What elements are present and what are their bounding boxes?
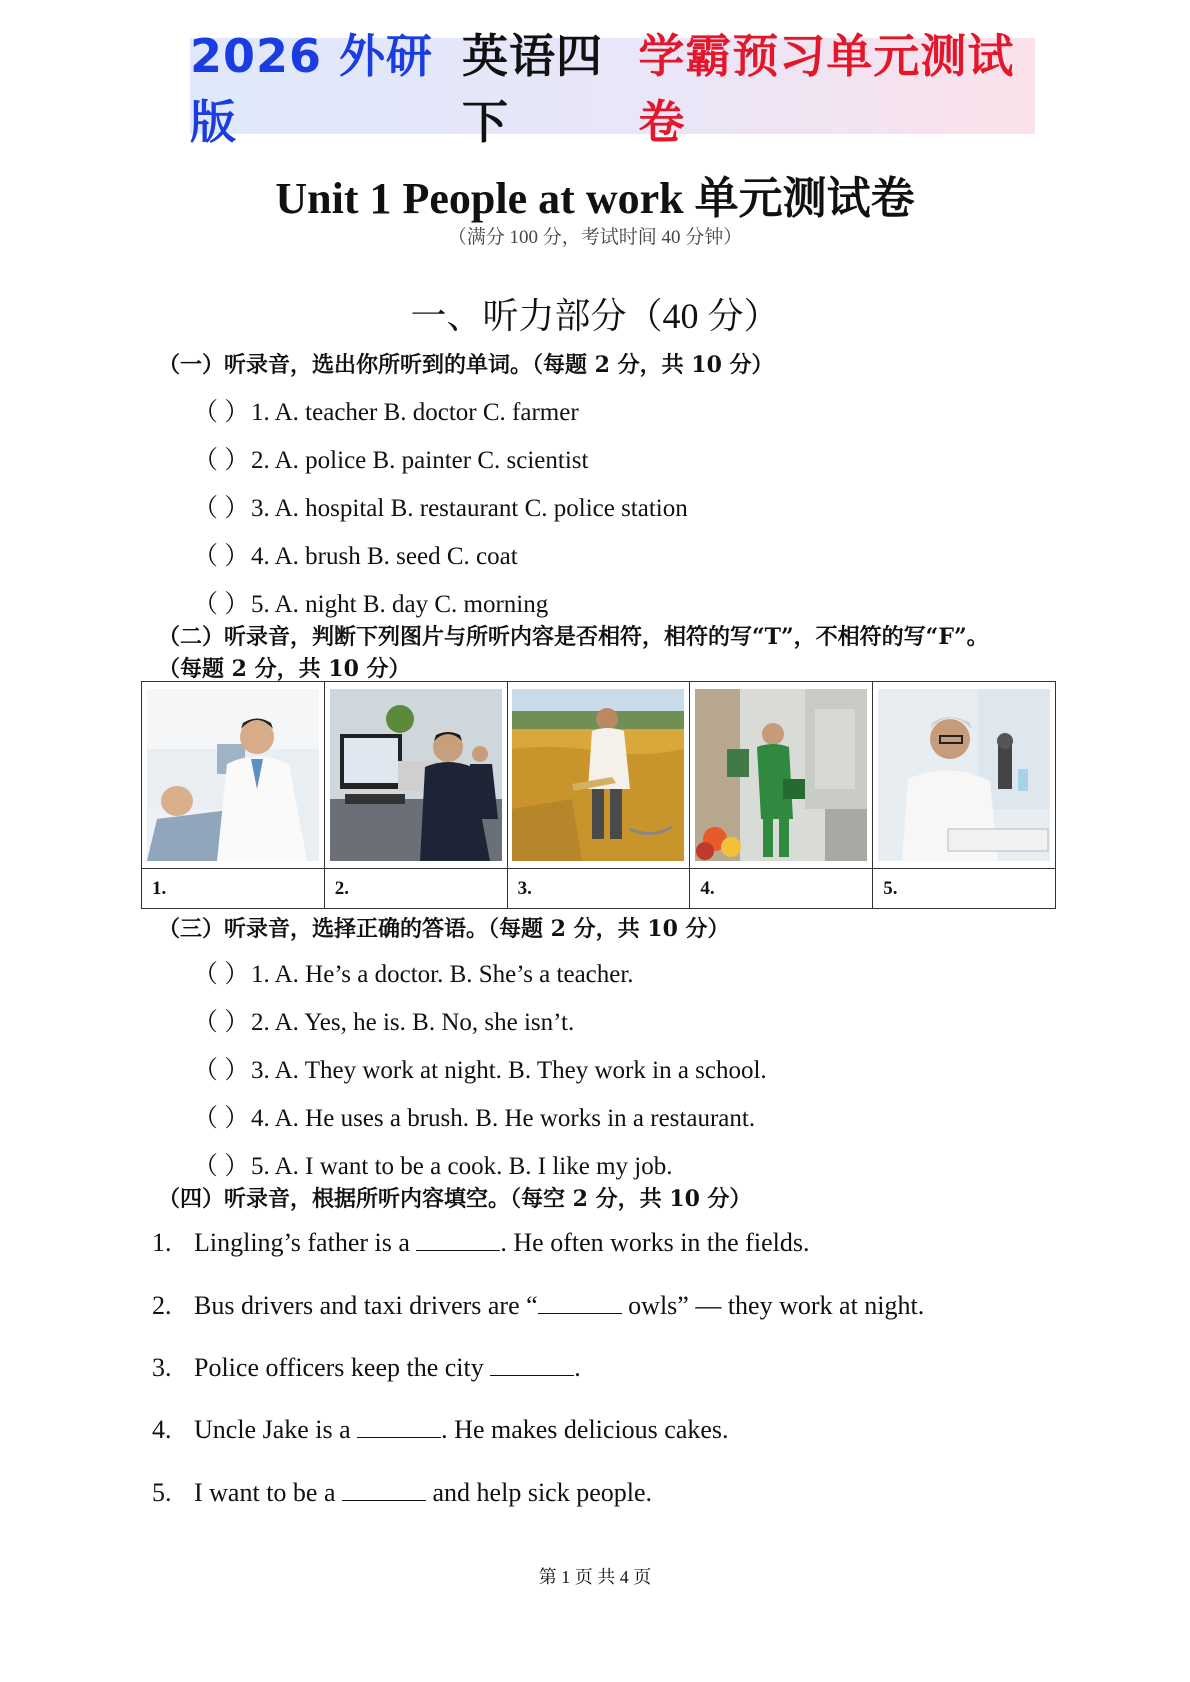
page-footer: 第 1 页 共 4 页 <box>538 1567 652 1587</box>
header-banner <box>190 29 1035 149</box>
question-item: （ ）2. A. police B. painter C. scientist <box>193 447 589 474</box>
picture-number: 2. <box>324 869 507 909</box>
question-item: （ ）1. A. He’s a doctor. B. She’s a teacher. <box>193 961 634 988</box>
question-item: （ ）5. A. I want to be a cook. B. I like my job. <box>193 1153 673 1180</box>
fill-blank-item: 5. I want to be a and help sick people. <box>152 1478 653 1507</box>
fill-blank-item: 3. Police officers keep the city . <box>152 1353 581 1382</box>
picture-cell <box>690 682 873 869</box>
banner-subject: 英语四下 <box>462 29 603 149</box>
banner-year-edition: 2026 外研版 <box>190 29 434 149</box>
answer-blank[interactable] <box>342 1480 426 1501</box>
fill-blank-item: 4. Uncle Jake is a . He makes delicious cakes. <box>152 1415 729 1444</box>
question-item: （ ）3. A. They work at night. B. They work in a school. <box>193 1057 767 1084</box>
section-2-heading-line2: （每题 2 分，共 10 分） <box>158 656 411 682</box>
question-item: （ ）4. A. brush B. seed C. coat <box>193 543 518 570</box>
question-item: （ ）5. A. night B. day C. morning <box>193 591 549 618</box>
section-1-heading: （一）听录音，选出你所听到的单词。（每题 2 分，共 10 分） <box>158 352 774 378</box>
picture-number: 4. <box>690 869 873 909</box>
picture-cell <box>873 682 1056 869</box>
picture-number: 1. <box>142 869 325 909</box>
picture-number: 5. <box>873 869 1056 909</box>
answer-blank[interactable] <box>538 1293 622 1314</box>
answer-blank[interactable] <box>416 1230 500 1251</box>
question-item: （ ）4. A. He uses a brush. B. He works in a restaurant. <box>193 1105 756 1132</box>
picture-cell <box>507 682 690 869</box>
section-2-heading: （二）听录音，判断下列图片与所听内容是否相符，相符的写“T”，不相符的写“F”。 <box>158 624 989 650</box>
part-heading: 一、听力部分（40 分） <box>410 296 780 336</box>
answer-blank[interactable] <box>357 1417 441 1438</box>
answer-blank[interactable] <box>490 1355 574 1376</box>
postman-image <box>695 689 867 861</box>
page-title: Unit 1 People at work 单元测试卷 <box>275 174 915 223</box>
question-item: （ ）2. A. Yes, he is. B. No, she isn’t. <box>193 1009 575 1036</box>
picture-cell <box>324 682 507 869</box>
scientist-image <box>878 689 1050 861</box>
fill-blank-item: 2. Bus drivers and taxi drivers are “ owls” — they work at night. <box>152 1291 925 1320</box>
question-item: （ ）3. A. hospital B. restaurant C. police station <box>193 495 688 522</box>
question-item: （ ）1. A. teacher B. doctor C. farmer <box>193 399 579 426</box>
picture-table <box>141 681 1056 909</box>
picture-number: 3. <box>507 869 690 909</box>
banner-title: 学霸预习单元测试卷 <box>638 29 1015 149</box>
doctor-patient-image <box>147 689 319 861</box>
picture-cell <box>142 682 325 869</box>
fill-blank-item: 1. Lingling’s father is a . He often works in the fields. <box>152 1228 810 1257</box>
section-4-heading: （四）听录音，根据所听内容填空。（每空 2 分，共 10 分） <box>158 1186 752 1212</box>
farmer-image <box>512 689 684 861</box>
section-3-heading: （三）听录音，选择正确的答语。（每题 2 分，共 10 分） <box>158 916 730 942</box>
police-officer-image <box>330 689 502 861</box>
exam-info: （满分 100 分，考试时间 40 分钟） <box>447 227 743 248</box>
